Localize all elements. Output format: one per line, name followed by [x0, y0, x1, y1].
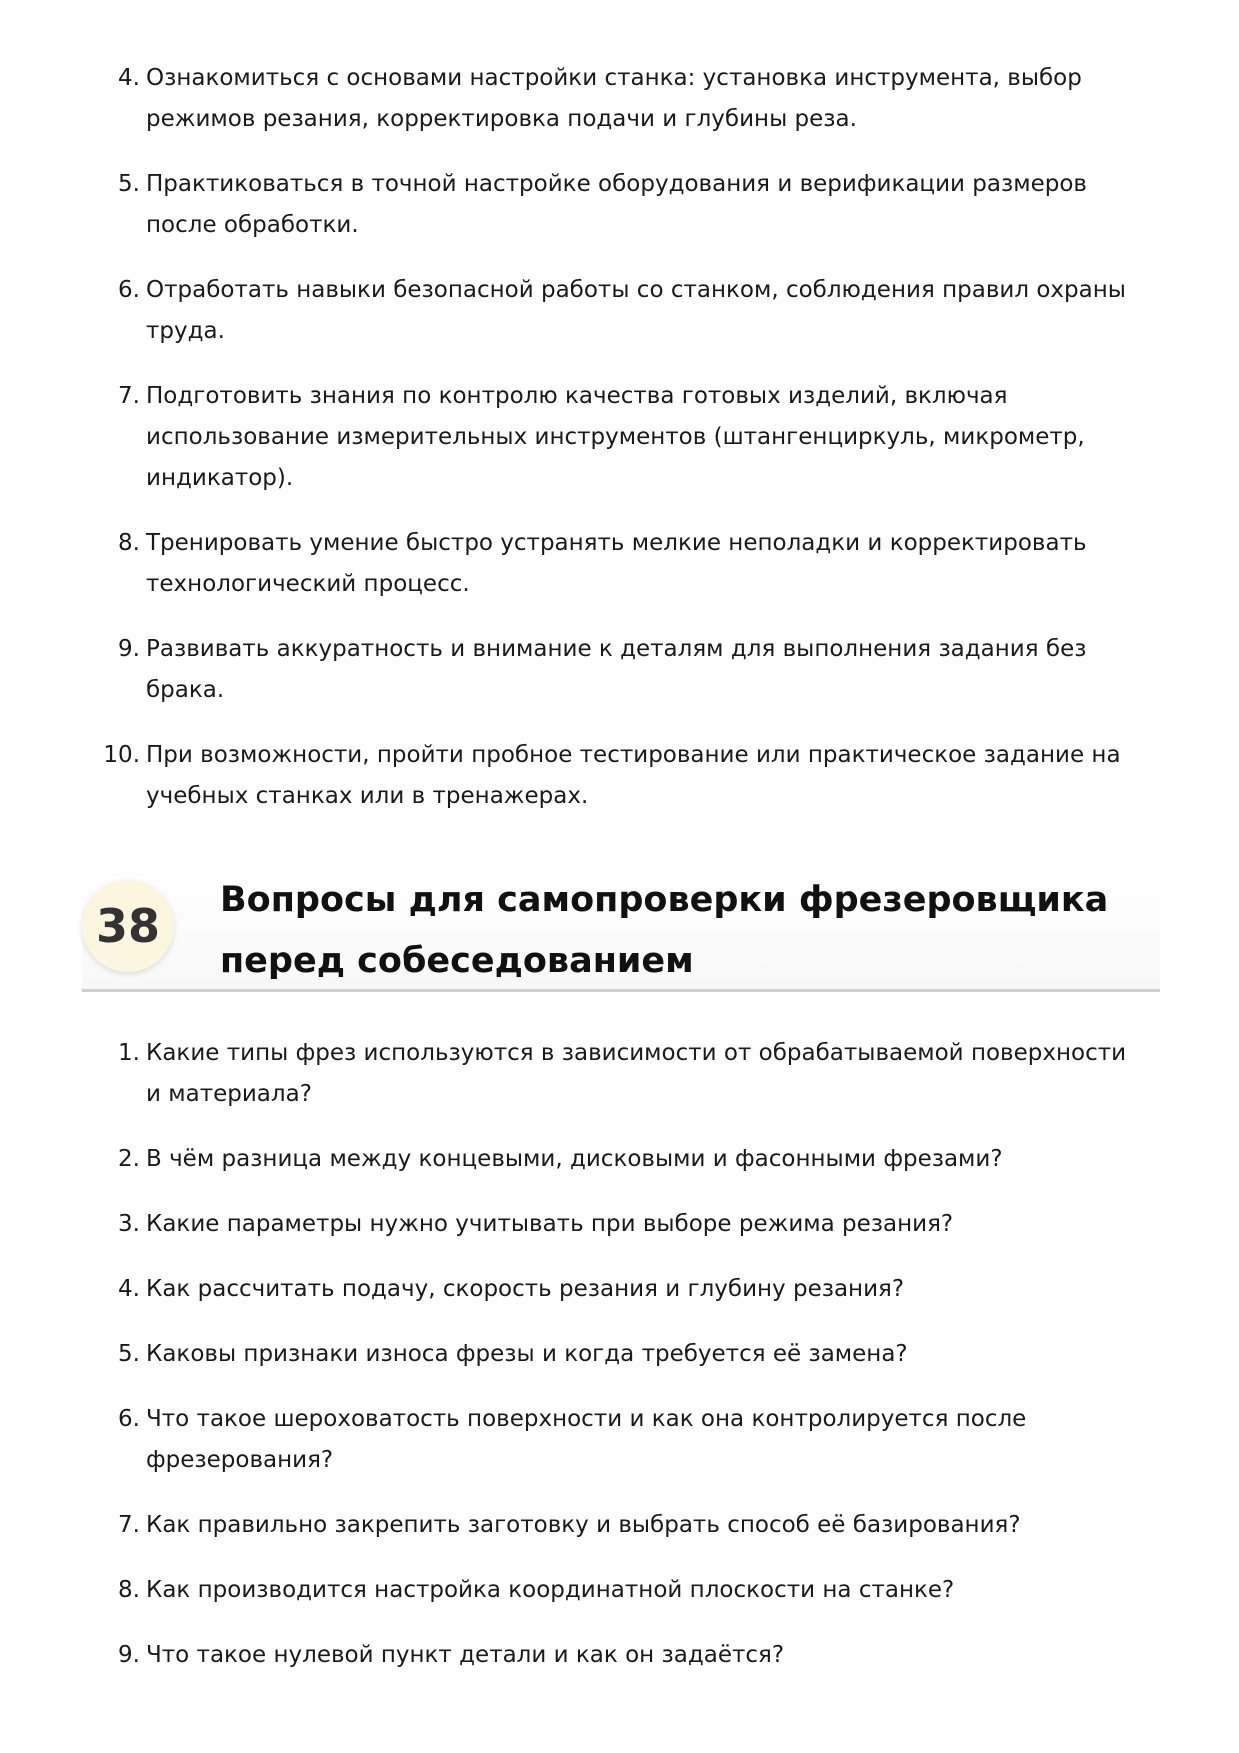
question-number: 6.: [118, 1406, 140, 1432]
list-item: [0, 376, 1146, 499]
question-number: 7.: [118, 1512, 140, 1538]
question-text: Как производится настройка координатной плоскости на станке?: [146, 1577, 955, 1603]
section-title: Вопросы для самопроверки фрезеровщика перед собеседованием: [220, 880, 1109, 981]
list-item: [0, 523, 1146, 605]
list-item-number: 4.: [118, 65, 140, 91]
question-number: 5.: [118, 1341, 140, 1367]
list-item-number: 9.: [118, 636, 140, 662]
list-item: [0, 735, 1146, 817]
self-check-questions-list: [0, 1033, 1239, 1700]
section-number-badge: 38: [82, 880, 174, 972]
question-item: [0, 1635, 1146, 1676]
list-item: [0, 629, 1146, 711]
question-number: 3.: [118, 1211, 140, 1237]
list-item-text: Подготовить знания по контролю качества готовых изделий, включая использование измерительных инструментов (штангенциркуль, микрометр, индикатор).: [146, 383, 1085, 491]
question-item: [0, 1505, 1146, 1546]
question-item: [0, 1570, 1146, 1611]
question-number: 2.: [118, 1146, 140, 1172]
list-item-text: При возможности, пройти пробное тестирование или практическое задание на учебных станках или в тренажерах.: [146, 742, 1121, 809]
list-item: [0, 164, 1146, 246]
question-text: Каковы признаки износа фрезы и когда требуется её замена?: [146, 1341, 908, 1367]
list-item-number: 5.: [118, 171, 140, 197]
question-text: Как рассчитать подачу, скорость резания и глубину резания?: [146, 1276, 905, 1302]
list-item: [0, 58, 1146, 140]
question-item: [0, 1139, 1146, 1180]
question-text: Что такое шероховатость поверхности и как она контролируется после фрезерования?: [146, 1406, 1027, 1473]
question-text: Какие типы фрез используются в зависимости от обрабатываемой поверхности и материала?: [146, 1040, 1127, 1107]
preparation-steps-list: [0, 58, 1239, 841]
question-text: Как правильно закрепить заготовку и выбрать способ её базирования?: [146, 1512, 1021, 1538]
list-item-number: 10.: [103, 742, 140, 768]
list-item-number: 6.: [118, 277, 140, 303]
question-item: [0, 1033, 1146, 1115]
question-item: [0, 1204, 1146, 1245]
section-header: [82, 866, 1160, 992]
list-item-text: Ознакомиться с основами настройки станка: установка инструмента, выбор режимов резания, корректировка подачи и глубины реза.: [146, 65, 1082, 132]
list-item: [0, 270, 1146, 352]
question-item: [0, 1399, 1146, 1481]
question-number: 8.: [118, 1577, 140, 1603]
question-number: 9.: [118, 1642, 140, 1668]
list-item-text: Тренировать умение быстро устранять мелкие неполадки и корректировать технологический процесс.: [146, 530, 1087, 597]
list-item-number: 8.: [118, 530, 140, 556]
list-item-text: Практиковаться в точной настройке оборудования и верификации размеров после обработки.: [146, 171, 1087, 238]
list-item-text: Развивать аккуратность и внимание к деталям для выполнения задания без брака.: [146, 636, 1087, 703]
question-item: [0, 1269, 1146, 1310]
question-number: 4.: [118, 1276, 140, 1302]
question-item: [0, 1334, 1146, 1375]
question-text: Что такое нулевой пункт детали и как он задаётся?: [146, 1642, 785, 1668]
list-item-text: Отработать навыки безопасной работы со станком, соблюдения правил охраны труда.: [146, 277, 1126, 344]
list-item-number: 7.: [118, 383, 140, 409]
question-text: Какие параметры нужно учитывать при выборе режима резания?: [146, 1211, 954, 1237]
question-text: В чём разница между концевыми, дисковыми и фасонными фрезами?: [146, 1146, 1003, 1172]
question-number: 1.: [118, 1040, 140, 1066]
